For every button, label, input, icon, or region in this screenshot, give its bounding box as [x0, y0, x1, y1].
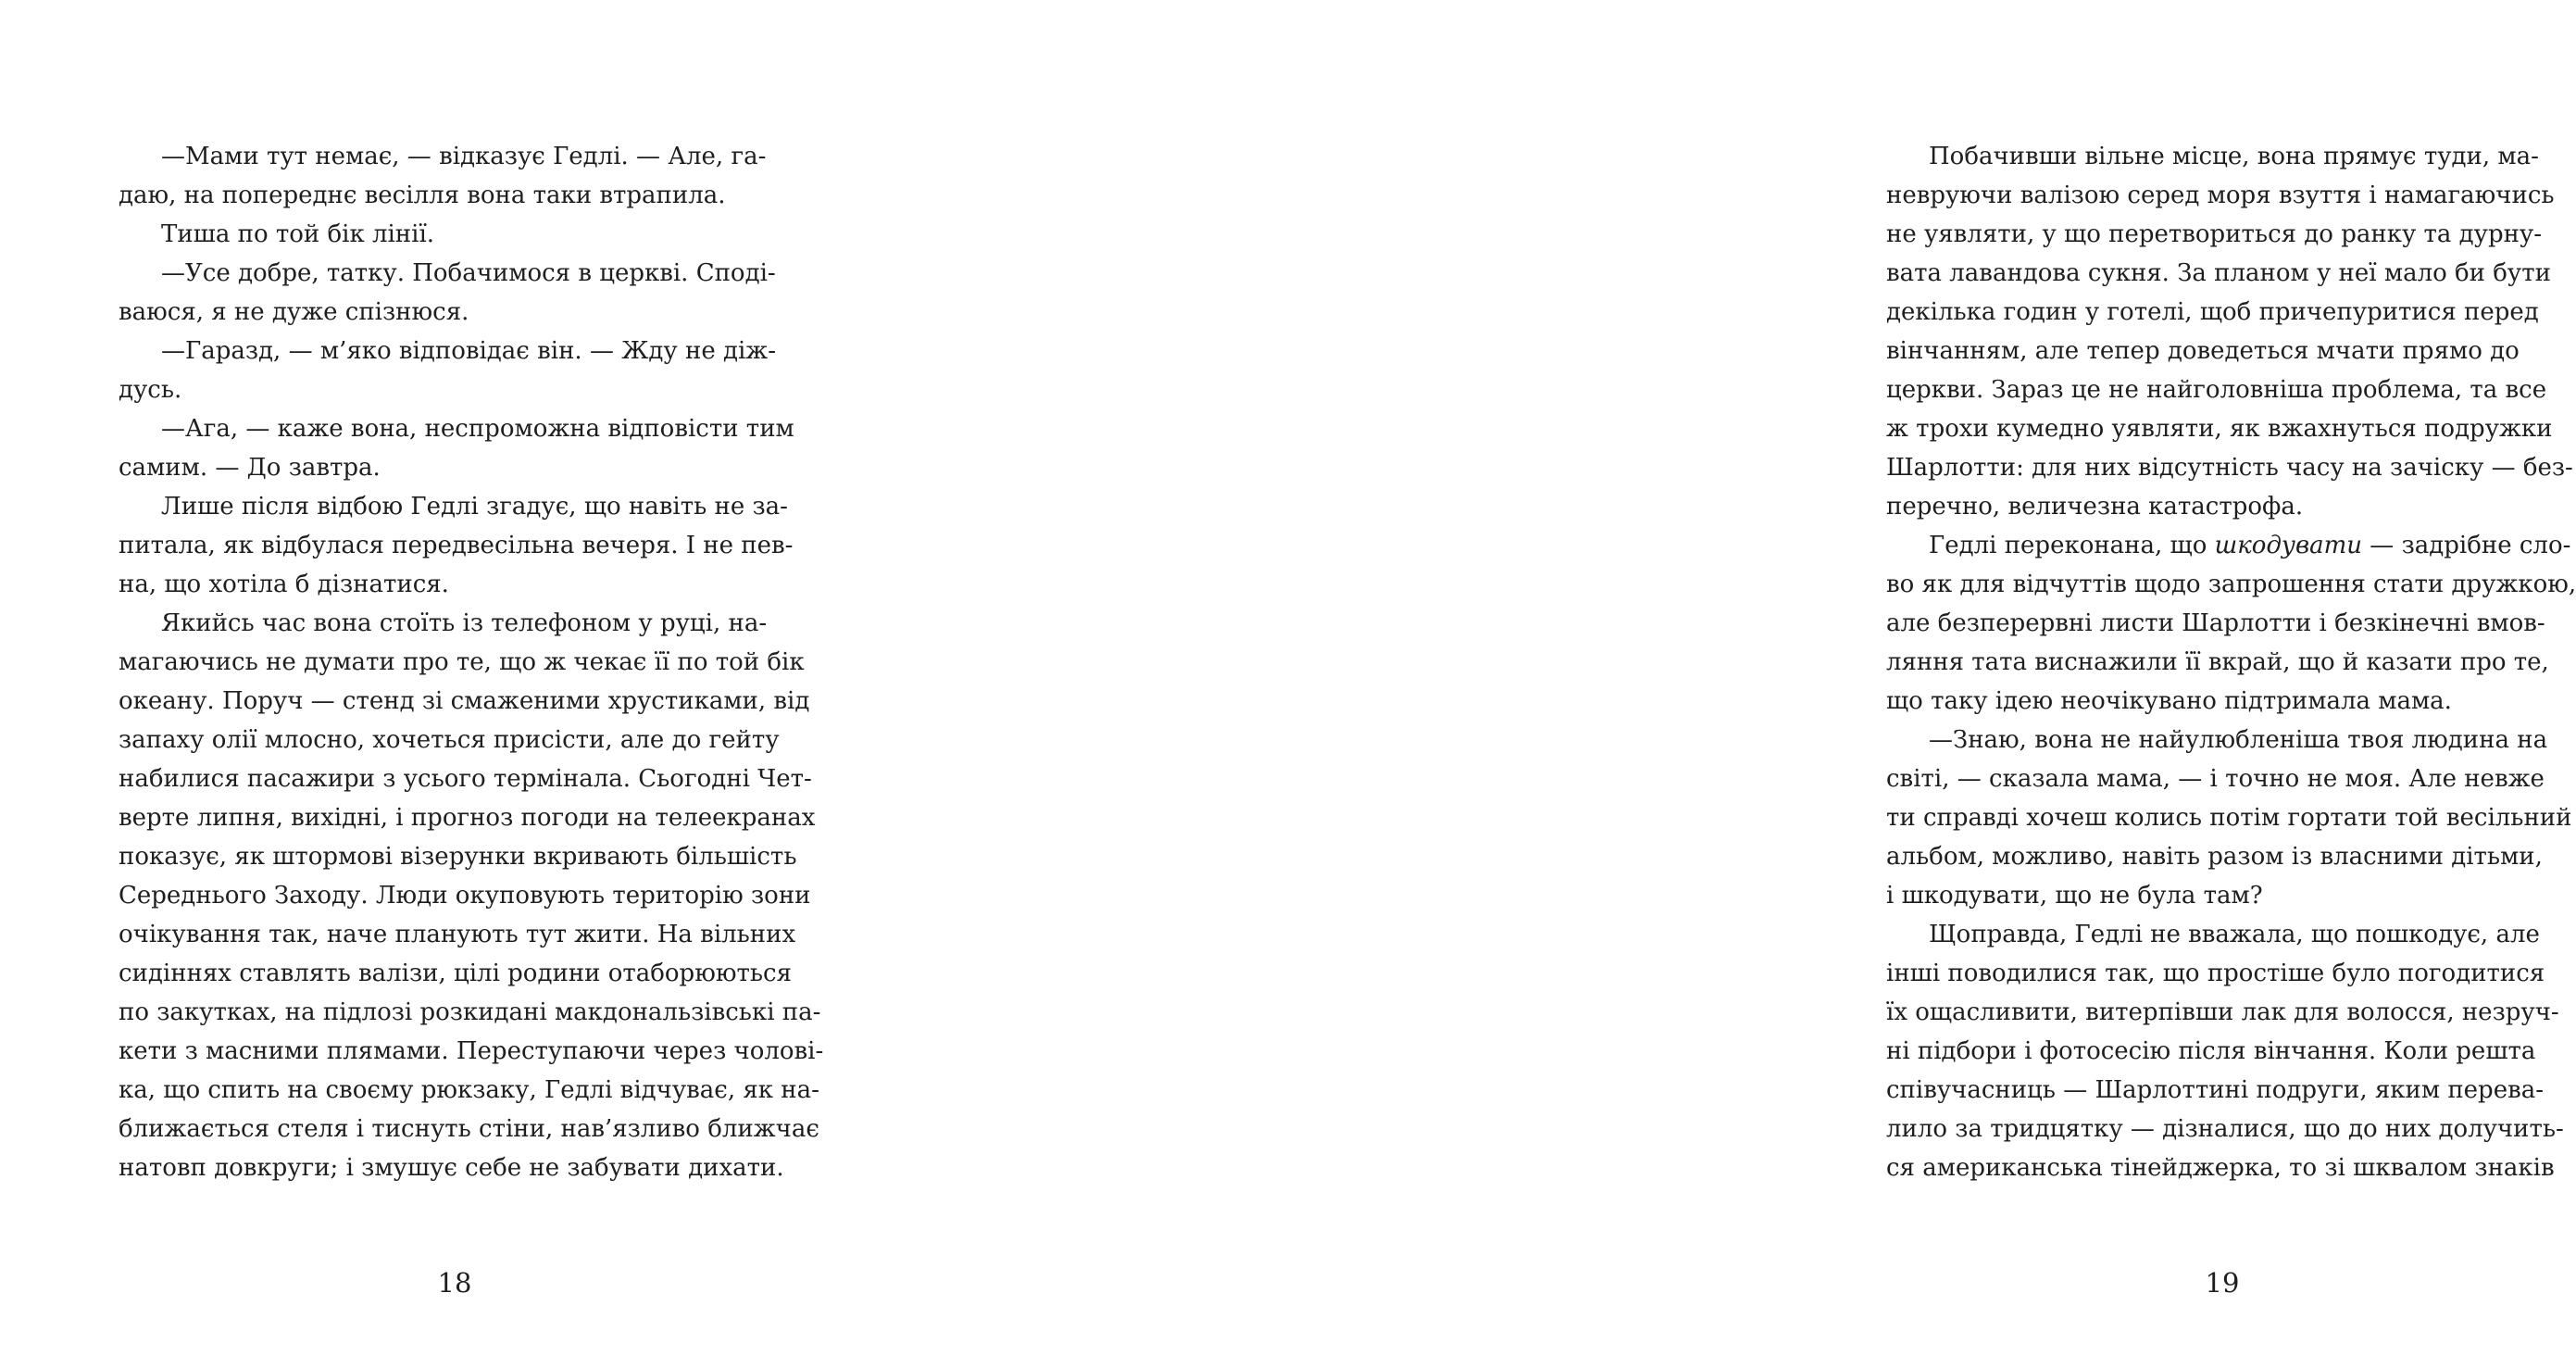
- italic-word: шкодувати: [2214, 532, 2363, 559]
- text-line: дусь.: [119, 376, 182, 404]
- text-line: набилися пасажири з усього термінала. Сьогодні Чет-: [119, 765, 812, 793]
- text-line: церкви. Зараз це не найголовніша проблема, та все: [1886, 376, 2547, 404]
- text-line: невруючи валізою серед моря взуття і намагаючись: [1886, 182, 2555, 209]
- text-line: самим. — До завтра.: [119, 454, 381, 482]
- text-line: Шарлотти: для них відсутність часу на зачіску — без-: [1886, 454, 2573, 482]
- text-line: що таку ідею неочікувано підтримала мама.: [1886, 687, 2452, 715]
- text-line: на, що хотіла б дізнатися.: [119, 571, 449, 598]
- text-line: ти справді хочеш колись потім гортати той весільний: [1886, 804, 2572, 832]
- text-line: океану. Поруч — стенд зі смаженими хрустиками, від: [119, 687, 810, 715]
- text-line: Тиша по той бік лінії.: [161, 220, 435, 248]
- text-line: Щоправда, Гедлі не вважала, що пошкодує, але: [1929, 921, 2540, 948]
- text-line: —Усе добре, татку. Побачимося в церкві. Споді-: [161, 259, 776, 287]
- text-line: ка, що спить на своєму рюкзаку, Гедлі відчуває, як на-: [119, 1076, 819, 1104]
- text-line: декілька годин у готелі, щоб причепуритися перед: [1886, 298, 2539, 326]
- text-line: світі, — сказала мама, — і точно не моя. Але невже: [1886, 765, 2545, 793]
- text-line: Якийсь час вона стоїть із телефоном у руці, на-: [161, 609, 768, 637]
- text-line: верте липня, вихідні, і прогноз погоди на телеекранах: [119, 804, 816, 832]
- text-line: —Ага, — каже вона, неспроможна відповісти тим: [161, 415, 794, 443]
- text-line: ляння тата виснажили її вкрай, що й казати про те,: [1886, 648, 2549, 676]
- text-line: ся американська тінейджерка, то зі шквалом знаків: [1886, 1154, 2555, 1182]
- text-line: Середнього Заходу. Люди окуповують територію зони: [119, 882, 811, 910]
- text-line: по закутках, на підлозі розкидані макдональзівські па-: [119, 998, 821, 1026]
- text-line: перечно, величезна катастрофа.: [1886, 493, 2304, 521]
- text-line: во як для відчуттів щодо запрошення стати дружкою,: [1886, 571, 2576, 598]
- text-fragment: — задрібне сло-: [2362, 532, 2571, 559]
- text-line: [1886, 526, 2570, 565]
- text-line: вата лавандова сукня. За планом у неї мало би бути: [1886, 259, 2551, 287]
- text-line: ваюся, я не дуже спізнюся.: [119, 298, 469, 326]
- text-line: показує, як штормові візерунки вкривають більшість: [119, 843, 797, 871]
- text-line: лило за тридцятку — дізналися, що до них долучить-: [1886, 1115, 2564, 1143]
- text-line: їх ощасливити, витерпівши лак для волосся, незруч-: [1886, 998, 2559, 1026]
- text-line: ближається стеля і тиснуть стіни, нав’язливо ближчає: [119, 1115, 819, 1143]
- text-line: кети з масними плямами. Переступаючи через чолові-: [119, 1037, 824, 1065]
- text-line: і шкодувати, що не була там?: [1886, 882, 2263, 910]
- page-number: 19: [2205, 1267, 2240, 1299]
- text-line: не уявляти, у що перетвориться до ранку та дурну-: [1886, 220, 2543, 248]
- text-line: Лише після відбою Гедлі згадує, що навіть не за-: [161, 493, 788, 521]
- text-line: вінчанням, але тепер доведеться мчати прямо до: [1886, 337, 2520, 365]
- text-line: даю, на попереднє весілля вона таки втрапила.: [119, 182, 726, 209]
- text-line: —Мами тут немає, — відказує Гедлі. — Але, га-: [161, 143, 767, 170]
- left-page: [0, 0, 889, 1368]
- text-line: запаху олії млосно, хочеться присісти, але до гейту: [119, 726, 780, 754]
- text-line: інші поводилися так, що простіше було погодитися: [1886, 960, 2545, 987]
- text-line: натовп довкруги; і змушує себе не забувати дихати.: [119, 1154, 784, 1182]
- text-line: сидіннях ставлять валізи, цілі родини отаборюються: [119, 960, 792, 987]
- text-line: —Знаю, вона не найулюбленіша твоя людина на: [1929, 726, 2548, 754]
- text-line: ні підбори і фотосесію після вінчання. Коли решта: [1886, 1037, 2536, 1065]
- text-line: питала, як відбулася передвесільна вечеря. І не пев-: [119, 532, 794, 559]
- text-line: альбом, можливо, навіть разом із власними дітьми,: [1886, 843, 2543, 871]
- text-line: співучасниць — Шарлоттині подруги, яким перева-: [1886, 1076, 2544, 1104]
- text-line: —Гаразд, — м’яко відповідає він. — Жду не діж-: [161, 337, 777, 365]
- text-line: магаючись не думати про те, що ж чекає її по той бік: [119, 648, 805, 676]
- text-line: ж трохи кумедно уявляти, як вжахнуться подружки: [1886, 415, 2553, 443]
- text-line: але безперервні листи Шарлотти і безкінечні вмов-: [1886, 609, 2545, 637]
- text-line: Побачивши вільне місце, вона прямує туди, ма-: [1929, 143, 2539, 170]
- page-number: 18: [437, 1267, 472, 1299]
- right-page: [889, 0, 2576, 1368]
- text-line: очікування так, наче планують тут жити. На вільних: [119, 921, 796, 948]
- text-fragment: Гедлі переконана, що: [1929, 532, 2215, 559]
